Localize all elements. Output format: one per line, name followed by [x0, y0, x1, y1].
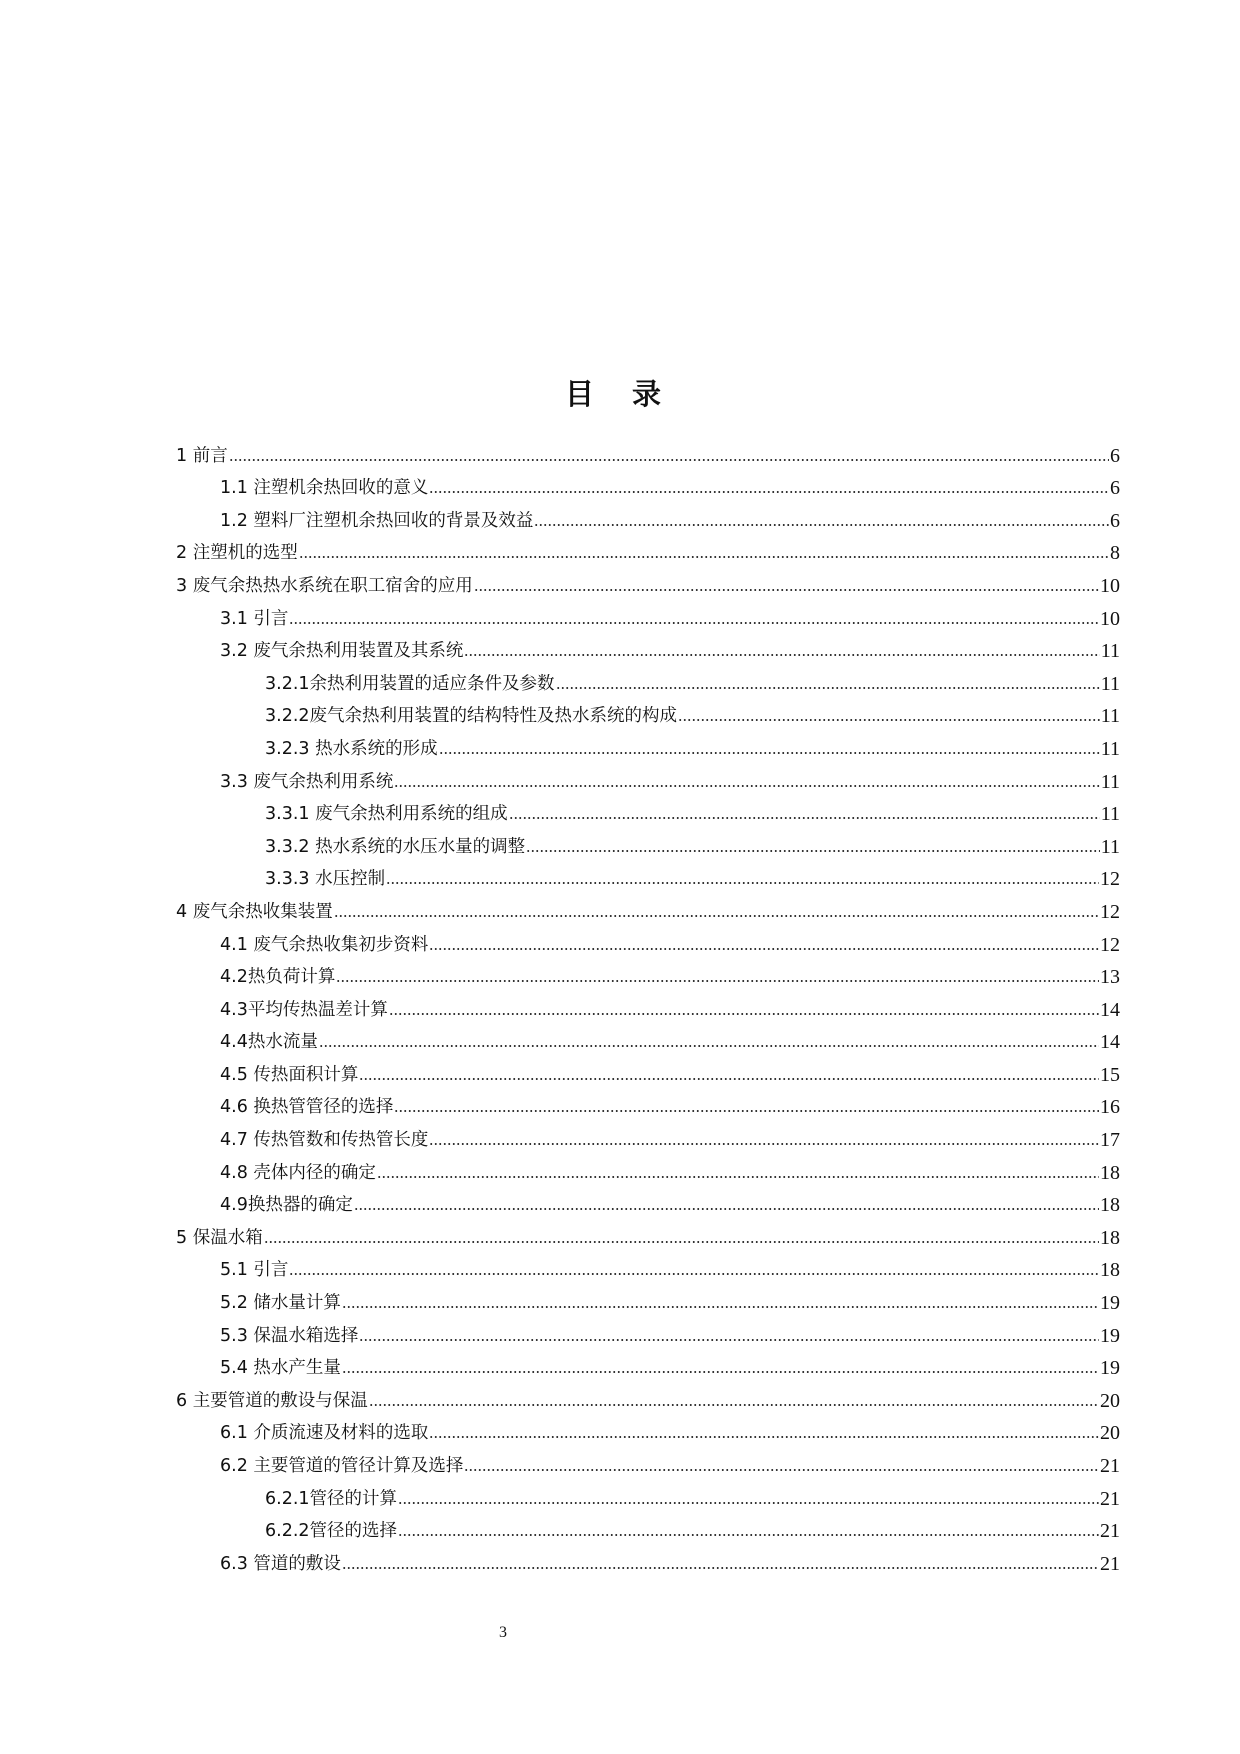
toc-entry-page: 14 — [1100, 998, 1120, 1021]
toc-entry-page: 11 — [1100, 803, 1120, 826]
dot-leader — [299, 555, 1109, 559]
toc-entry[interactable] — [176, 597, 1120, 630]
toc-entry[interactable] — [176, 662, 1120, 695]
toc-entry[interactable] — [176, 956, 1120, 989]
toc-entry-page: 13 — [1100, 966, 1120, 989]
toc-entry-page: 16 — [1100, 1096, 1120, 1119]
toc-entry-label: 3.2.1余热利用装置的适应条件及参数 — [265, 673, 555, 694]
toc-entry[interactable] — [176, 727, 1120, 760]
toc-entry-page: 21 — [1100, 1487, 1120, 1510]
toc-entry[interactable] — [176, 564, 1120, 597]
toc-entry-label: 3.3.1 废气余热利用系统的组成 — [265, 804, 508, 825]
dot-leader — [509, 816, 1100, 820]
toc-entry-label: 4.9换热器的确定 — [220, 1195, 353, 1216]
toc-entry[interactable] — [176, 695, 1120, 728]
toc-entry[interactable] — [176, 1053, 1120, 1086]
toc-entry-page: 17 — [1100, 1129, 1120, 1152]
toc-entry[interactable] — [176, 1216, 1120, 1249]
toc-entry-page: 11 — [1100, 640, 1120, 663]
dot-leader — [377, 1175, 1099, 1179]
toc-entry[interactable] — [176, 988, 1120, 1021]
toc-entry-label: 6.2.2管径的选择 — [265, 1521, 398, 1542]
toc-entry-page: 19 — [1100, 1324, 1120, 1347]
dot-leader — [398, 1501, 1099, 1505]
toc-entry-page: 21 — [1100, 1455, 1120, 1477]
dot-leader — [439, 751, 1100, 755]
toc-entry-page: 10 — [1100, 574, 1120, 597]
dot-leader — [336, 979, 1099, 983]
dot-leader — [359, 1338, 1099, 1342]
toc-entry-label: 4.7 传热管数和传热管长度 — [220, 1130, 429, 1151]
dot-leader — [264, 1240, 1099, 1244]
toc-entry-page: 11 — [1100, 835, 1120, 858]
toc-entry-label: 4.6 换热管管径的选择 — [220, 1097, 394, 1118]
toc-entry-label: 6.1 介质流速及材料的选取 — [220, 1423, 429, 1444]
dot-leader — [369, 1403, 1099, 1407]
toc-entry-page: 11 — [1100, 672, 1120, 695]
toc-entry-label: 4.4热水流量 — [220, 1032, 318, 1053]
toc-entry-label: 4.8 壳体内径的确定 — [220, 1162, 376, 1183]
dot-leader — [398, 1533, 1099, 1537]
dot-leader — [394, 1109, 1099, 1113]
toc-entry[interactable] — [176, 1444, 1120, 1477]
dot-leader — [394, 784, 1099, 788]
toc-entry[interactable] — [176, 760, 1120, 793]
toc-title: 目 录 — [564, 377, 676, 411]
toc-entry[interactable] — [176, 630, 1120, 663]
toc-entry[interactable] — [176, 1184, 1120, 1217]
toc-entry-page: 11 — [1100, 770, 1120, 793]
toc-entry-page: 14 — [1100, 1031, 1120, 1054]
toc-entry[interactable] — [176, 793, 1120, 826]
toc-entry-label: 5.3 保温水箱选择 — [220, 1325, 359, 1346]
toc-entry-page: 6 — [1110, 444, 1120, 467]
toc-entry-label: 3.2 废气余热利用装置及其系统 — [220, 641, 464, 662]
toc-entry[interactable] — [176, 1021, 1120, 1054]
toc-entry-page: 18 — [1100, 1226, 1120, 1249]
toc-entry-label: 4 废气余热收集装置 — [176, 901, 333, 922]
toc-entry-page: 21 — [1100, 1520, 1120, 1543]
toc-entry-page: 6 — [1110, 477, 1120, 500]
toc-entry-label: 5.4 热水产生量 — [220, 1358, 341, 1379]
toc-entry-label: 5.1 引言 — [220, 1260, 289, 1281]
toc-entry-label: 6.3 管道的敷设 — [220, 1553, 341, 1574]
dot-leader — [342, 1370, 1099, 1374]
toc-entry-label: 1.2 塑料厂注塑机余热回收的背景及效益 — [220, 510, 534, 531]
toc-entry-page: 18 — [1100, 1194, 1120, 1217]
toc-entry-label: 6.2.1管径的计算 — [265, 1488, 398, 1509]
toc-entry-page: 8 — [1110, 542, 1120, 565]
toc-entry-label: 4.5 传热面积计算 — [220, 1064, 359, 1085]
toc-entry-label: 6.2 主要管道的管径计算及选择 — [220, 1456, 464, 1476]
toc-entry[interactable] — [176, 1542, 1120, 1575]
toc-entry-page: 19 — [1100, 1357, 1120, 1380]
dot-leader — [389, 1012, 1099, 1016]
toc-entry[interactable] — [176, 1379, 1120, 1412]
toc-entry[interactable] — [176, 1510, 1120, 1543]
toc-entry-label: 5.2 储水量计算 — [220, 1293, 341, 1314]
dot-leader — [556, 686, 1100, 690]
toc-entry[interactable] — [176, 532, 1120, 565]
toc-entry-label: 3.3.3 水压控制 — [265, 869, 386, 890]
dot-leader — [429, 947, 1099, 951]
toc-entry-page: 18 — [1100, 1161, 1120, 1184]
dot-leader — [354, 1207, 1099, 1211]
toc-entry[interactable] — [176, 499, 1120, 532]
dot-leader — [429, 490, 1109, 494]
toc-entry[interactable] — [176, 1118, 1120, 1151]
dot-leader — [342, 1305, 1099, 1309]
dot-leader — [386, 881, 1099, 885]
dot-leader — [429, 1142, 1099, 1146]
toc-entry-page: 11 — [1100, 737, 1120, 760]
toc-entry-label: 1.1 注塑机余热回收的意义 — [220, 478, 429, 499]
toc-entry-label: 4.1 废气余热收集初步资料 — [220, 934, 429, 955]
toc-entry[interactable] — [176, 825, 1120, 858]
toc-entry-label: 3.3 废气余热利用系统 — [220, 771, 394, 792]
toc-entry-label: 4.2热负荷计算 — [220, 967, 336, 988]
dot-leader — [359, 1077, 1099, 1081]
dot-leader — [334, 914, 1099, 918]
toc-entry-page: 20 — [1100, 1422, 1120, 1445]
toc-entry-label: 1 前言 — [176, 445, 228, 466]
toc-entry-page: 10 — [1100, 607, 1120, 630]
dot-leader — [289, 621, 1099, 625]
toc-entry[interactable] — [176, 1281, 1120, 1314]
toc-entry-page: 18 — [1100, 1259, 1120, 1282]
toc-entry-page: 11 — [1100, 705, 1120, 728]
toc-entry[interactable] — [176, 1086, 1120, 1119]
toc-entry-page: 12 — [1100, 900, 1120, 923]
toc-entry-page: 12 — [1100, 933, 1120, 956]
toc-entry-page: 19 — [1100, 1292, 1120, 1315]
toc-entry[interactable] — [176, 1314, 1120, 1347]
toc-entry[interactable] — [176, 1412, 1120, 1445]
dot-leader — [342, 1566, 1099, 1570]
toc-entry-page: 6 — [1110, 509, 1120, 532]
dot-leader — [526, 849, 1100, 853]
table-of-contents — [176, 434, 1120, 1575]
toc-entry[interactable] — [176, 1151, 1120, 1184]
dot-leader — [474, 588, 1099, 592]
dot-leader — [319, 1044, 1099, 1048]
toc-entry[interactable] — [176, 467, 1120, 500]
toc-entry[interactable] — [176, 1347, 1120, 1380]
toc-entry[interactable] — [176, 1477, 1120, 1510]
dot-leader — [678, 718, 1100, 722]
toc-entry-label: 2 注塑机的选型 — [176, 543, 298, 564]
toc-entry-label: 4.3平均传热温差计算 — [220, 999, 388, 1020]
dot-leader — [464, 653, 1099, 657]
toc-entry-label: 3.1 引言 — [220, 608, 289, 629]
dot-leader — [534, 523, 1109, 527]
toc-entry-page: 15 — [1100, 1063, 1120, 1086]
toc-entry-label: 3.2.2废气余热利用装置的结构特性及热水系统的构成 — [265, 706, 678, 727]
toc-entry-label: 3 废气余热热水系统在职工宿舍的应用 — [176, 575, 473, 596]
dot-leader — [464, 1468, 1099, 1472]
toc-entry-page: 12 — [1100, 868, 1120, 891]
toc-entry-label: 3.2.3 热水系统的形成 — [265, 738, 438, 759]
toc-entry-label: 6 主要管道的敷设与保温 — [176, 1390, 368, 1411]
dot-leader — [289, 1272, 1099, 1276]
page-number: 3 — [499, 1624, 507, 1641]
dot-leader — [429, 1435, 1099, 1439]
toc-entry-label: 3.3.2 热水系统的水压水量的调整 — [265, 836, 526, 857]
toc-entry-page: 21 — [1100, 1552, 1120, 1575]
toc-entry[interactable] — [176, 1249, 1120, 1282]
toc-entry[interactable] — [176, 434, 1120, 467]
dot-leader — [229, 458, 1109, 462]
toc-entry-page: 20 — [1100, 1389, 1120, 1412]
toc-entry[interactable] — [176, 890, 1120, 923]
toc-entry[interactable] — [176, 858, 1120, 891]
toc-entry[interactable] — [176, 923, 1120, 956]
toc-entry-label: 5 保温水箱 — [176, 1227, 263, 1248]
